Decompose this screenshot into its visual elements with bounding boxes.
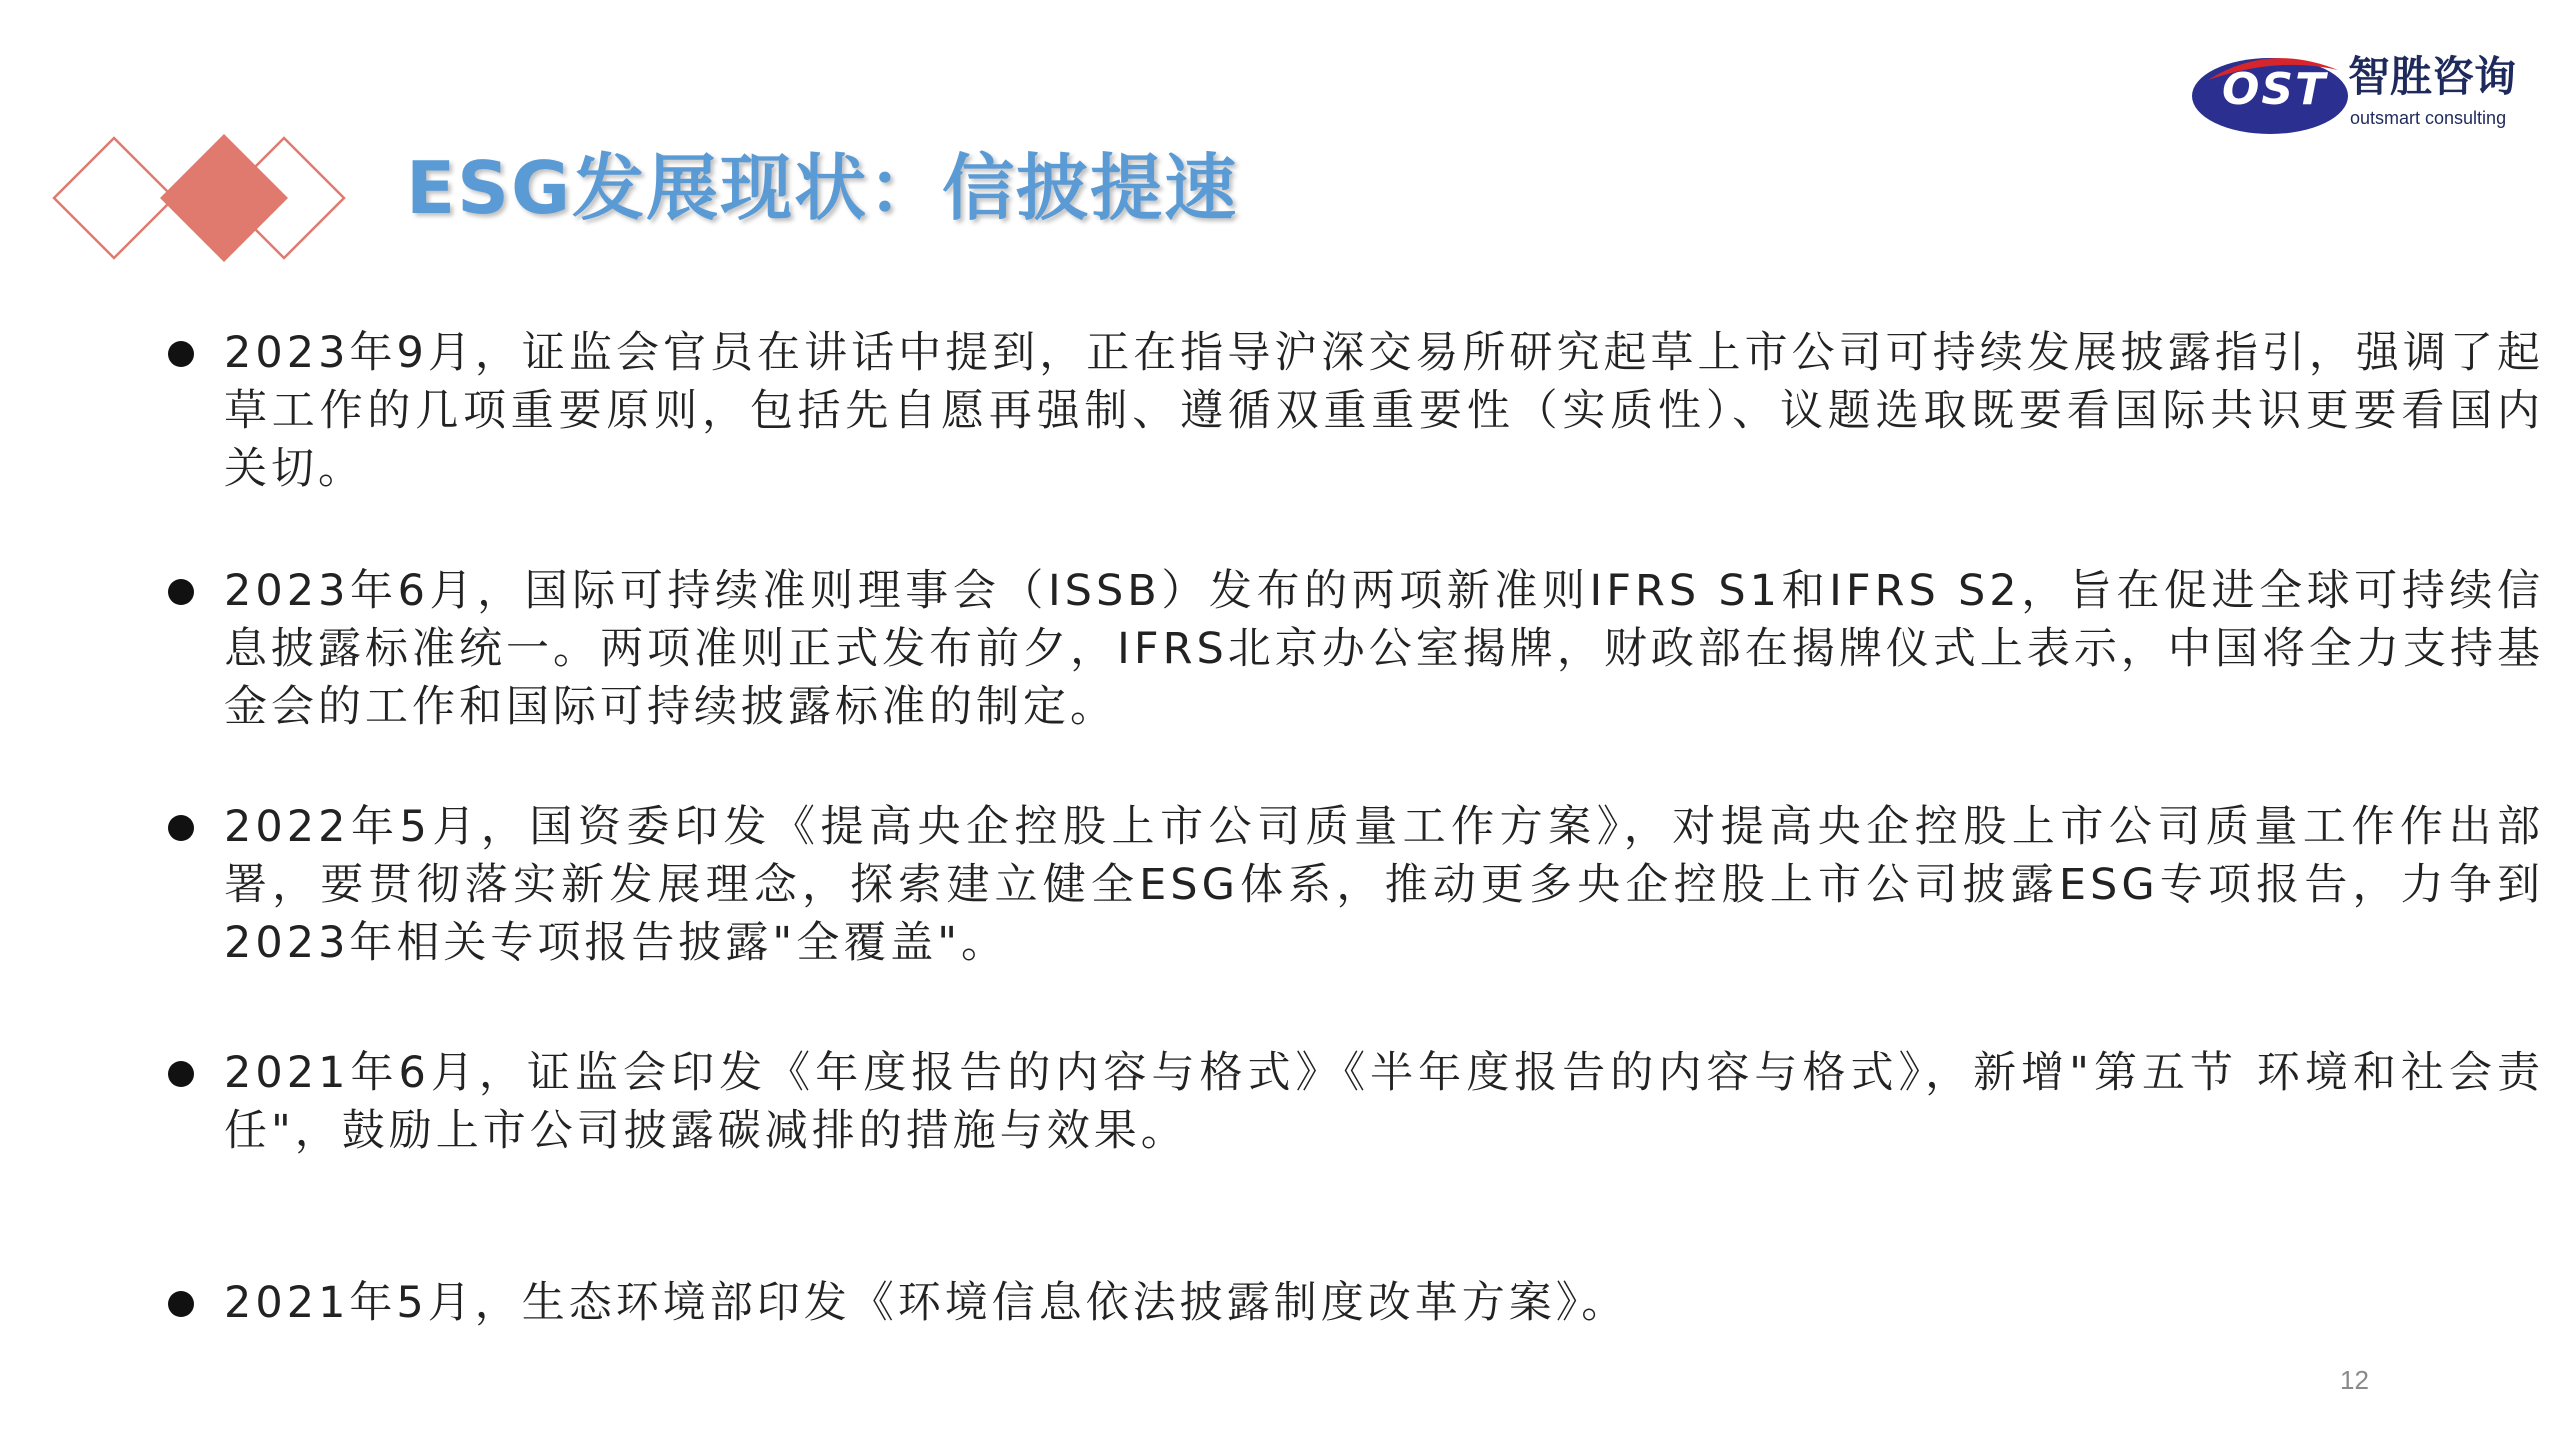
bullet-item bbox=[160, 562, 2544, 736]
bullet-item bbox=[160, 1044, 2544, 1160]
outline-diamond-left bbox=[54, 138, 174, 258]
logo-mark-text: OST bbox=[2222, 64, 2328, 115]
bullet-text: 2022年5月，国资委印发《提高央企控股上市公司质量工作方案》，对提高央企控股上市公司质量工作作出部署，要贯彻落实新发展理念，探索建立健全ESG体系，推动更多央企控股上市公司披露ESG专项报告，力争到2023年相关专项报告披露"全覆盖"。 bbox=[224, 802, 2544, 968]
bullet-dot-icon bbox=[168, 815, 194, 841]
bullet-text: 2023年9月，证监会官员在讲话中提到，正在指导沪深交易所研究起草上市公司可持续发展披露指引，强调了起草工作的几项重要原则，包括先自愿再强制、遵循双重重要性（实质性）、议题选取既要看国际共识更要看国内关切。 bbox=[224, 328, 2544, 494]
title-diamonds-decoration bbox=[52, 128, 402, 268]
bullet-item bbox=[160, 798, 2544, 972]
bullet-dot-icon bbox=[168, 1291, 194, 1317]
logo-name-en: outsmart consulting bbox=[2350, 108, 2507, 128]
page-number: 12 bbox=[2340, 1365, 2369, 1395]
slide-title: ESG发展现状：信披提速 bbox=[406, 146, 1239, 230]
bullet-dot-icon bbox=[168, 1061, 194, 1087]
bullet-text: 2021年5月，生态环境部印发《环境信息依法披露制度改革方案》。 bbox=[224, 1278, 1629, 1328]
bullet-dot-icon bbox=[168, 341, 194, 367]
bullet-item bbox=[160, 1274, 2544, 1332]
bullet-dot-icon bbox=[168, 579, 194, 605]
bullet-text: 2021年6月，证监会印发《年度报告的内容与格式》《半年度报告的内容与格式》，新增"第五节 环境和社会责任"，鼓励上市公司披露碳减排的措施与效果。 bbox=[224, 1048, 2544, 1156]
logo-name-cn: 智胜咨询 bbox=[2348, 52, 2517, 101]
bullet-text: 2023年6月，国际可持续准则理事会（ISSB）发布的两项新准则IFRS S1和IFRS S2，旨在促进全球可持续信息披露标准统一。两项准则正式发布前夕，IFRS北京办公室揭牌，财政部在揭牌仪式上表示，中国将全力支持基金会的工作和国际可持续披露标准的制定。 bbox=[224, 566, 2544, 732]
company-logo bbox=[2188, 44, 2540, 144]
bullet-item bbox=[160, 324, 2544, 498]
